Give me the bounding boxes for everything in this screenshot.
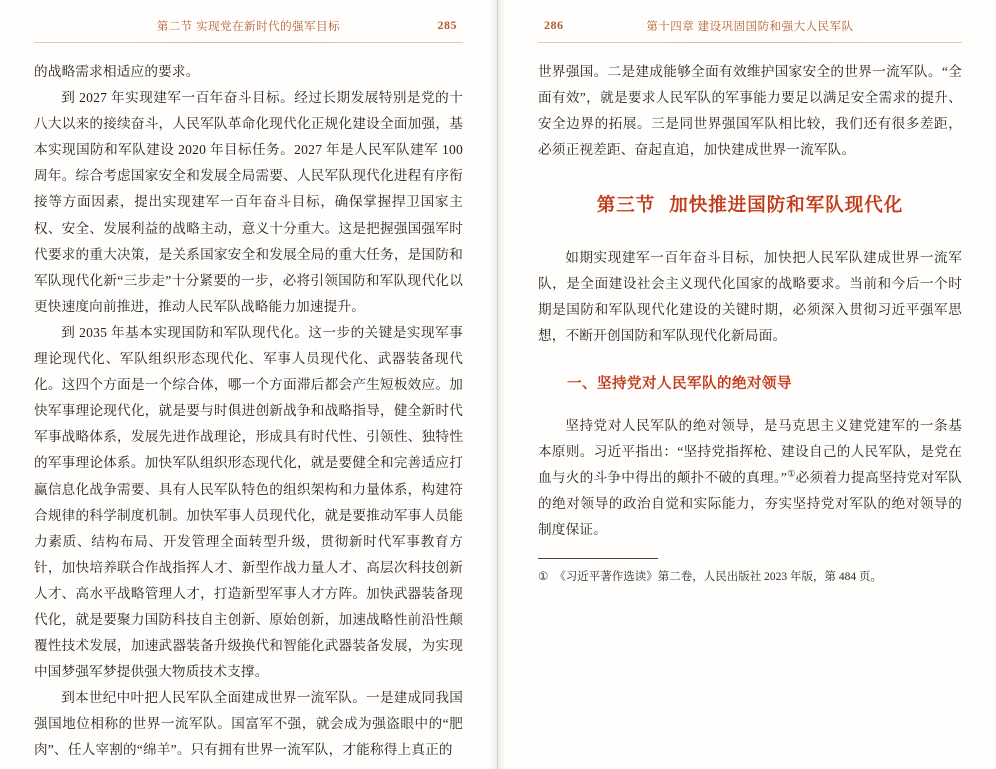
right-running-head bbox=[538, 18, 962, 36]
left-body-text bbox=[34, 59, 463, 764]
footnote-separator bbox=[538, 558, 658, 559]
left-page-number: 285 bbox=[437, 18, 457, 32]
paragraph: 如期实现建军一百年奋斗目标，加快把人民军队建成世界一流军队，是全面建设社会主义现代化国家的战略要求。当前和今后一个时期是国防和军队现代化建设的关键时期，必须深入贯彻习近平强军思想，不断开创国防和军队现代化新局面。 bbox=[538, 249, 962, 344]
paragraph: 世界强国。二是建成能够全面有效维护国家安全的世界一流军队。“全面有效”，就是要求人民军队的军事能力要足以满足安全需求的提升、安全边界的拓展。三是同世界强国军队相比较，我们还有很多差距，必须正视差距、奋起直追，加快建成世界一流军队。 bbox=[538, 64, 962, 158]
paragraph-part-1: 坚持党对人民军队的绝对领导，是马克思主义建党建军的一条基本原则。习近平指出：“坚持党指挥枪、建设自己的人民军队，是党在血与火的斗争中得出的颠扑不破的真理。” bbox=[538, 418, 962, 486]
subsection-title-text: 坚持党对人民军队的绝对领导 bbox=[597, 376, 792, 393]
footnote-text: 《习近平著作选读》第二卷，人民出版社 2023 年版，第 484 页。 bbox=[554, 570, 883, 583]
section-title-text: 加快推进国防和军队现代化 bbox=[669, 196, 904, 217]
paragraph: 到 2027 年实现建军一百年奋斗目标。经过长期发展特别是党的十八大以来的接续奋斗，人民军队革命化现代化正规化建设全面加强，基本实现国防和军队建设 2020 年目标任务。2027 年是人民军队建军 100 周年。综合考虑国家安全和发展全局需要、人民军队现代化进程有序衔接等方面因素，提出实现建军一百年奋斗目标，确保掌握捍卫国家主权、安全、发展利益的战略主动，意义十分重大。这是把握强国强军时代要求的重大决策，是关系国家安全和发展全局的重大任务，是国防和军队现代化新“三步走”十分紧要的一步，必将引领国防和军队现代化以更快速度向前推进，推动人民军队战略能力加速提升。 bbox=[34, 90, 463, 314]
right-body-text bbox=[538, 59, 962, 544]
footnote-reference[interactable]: ① bbox=[787, 468, 796, 479]
paragraph-part-2: 必须着力提高坚持党对军队的绝对领导的政治自觉和实际能力，夯实坚持党对军队的绝对领导的制度保证。 bbox=[538, 470, 962, 538]
left-running-head bbox=[34, 18, 463, 36]
left-header-rule bbox=[34, 42, 463, 43]
paragraph: 到本世纪中叶把人民军队全面建成世界一流军队。一是建成同我国强国地位相称的世界一流军队。国富军不强，就会成为强盗眼中的“肥肉”、任人宰割的“绵羊”。只有拥有世界一流军队，才能称得上真正的 bbox=[34, 690, 463, 758]
subsection-number: 一、 bbox=[567, 376, 597, 393]
footnote bbox=[538, 567, 962, 588]
footnote-mark: ① bbox=[538, 570, 549, 583]
right-page bbox=[498, 0, 996, 769]
section-number: 第三节 bbox=[596, 196, 656, 217]
right-header-rule bbox=[538, 42, 962, 43]
subsection-heading bbox=[538, 371, 962, 399]
paragraph-with-footnote bbox=[538, 413, 962, 543]
right-page-number: 286 bbox=[544, 18, 564, 32]
paragraph: 的战略需求相适应的要求。 bbox=[34, 64, 200, 79]
section-heading bbox=[538, 189, 962, 225]
paragraph: 到 2035 年基本实现国防和军队现代化。这一步的关键是实现军事理论现代化、军队组织形态现代化、军事人员现代化、武器装备现代化。这四个方面是一个综合体，哪一个方面滞后都会产生短板效应。加快军事理论现代化，就是要与时俱进创新战争和战略指导，健全新时代军事战略体系，发展先进作战理论，形成具有时代性、引领性、独特性的军事理论体系。加快军队组织形态现代化，就是要健全和完善适应打赢信息化战争需要、具有人民军队特色的组织架构和力量体系，构建符合规律的科学制度机制。加快军事人员现代化，就是要推动军事人员能力素质、结构布局、开发管理全面转型升级，贯彻新时代军事教育方针，加快培养联合作战指挥人才、新型作战力量人才、高层次科技创新人才、高水平战略管理人才，打造新型军事人才方阵。加快武器装备现代化，就是要聚力国防科技自主创新、原始创新，加速战略性前沿性颠覆性技术发展，加速武器装备升级换代和智能化武器装备发展，为实现中国梦强军梦提供强大物质技术支撑。 bbox=[34, 324, 463, 680]
right-running-head-text: 第十四章 建设巩固国防和强大人民军队 bbox=[646, 21, 854, 33]
left-running-head-text: 第二节 实现党在新时代的强军目标 bbox=[156, 21, 341, 33]
